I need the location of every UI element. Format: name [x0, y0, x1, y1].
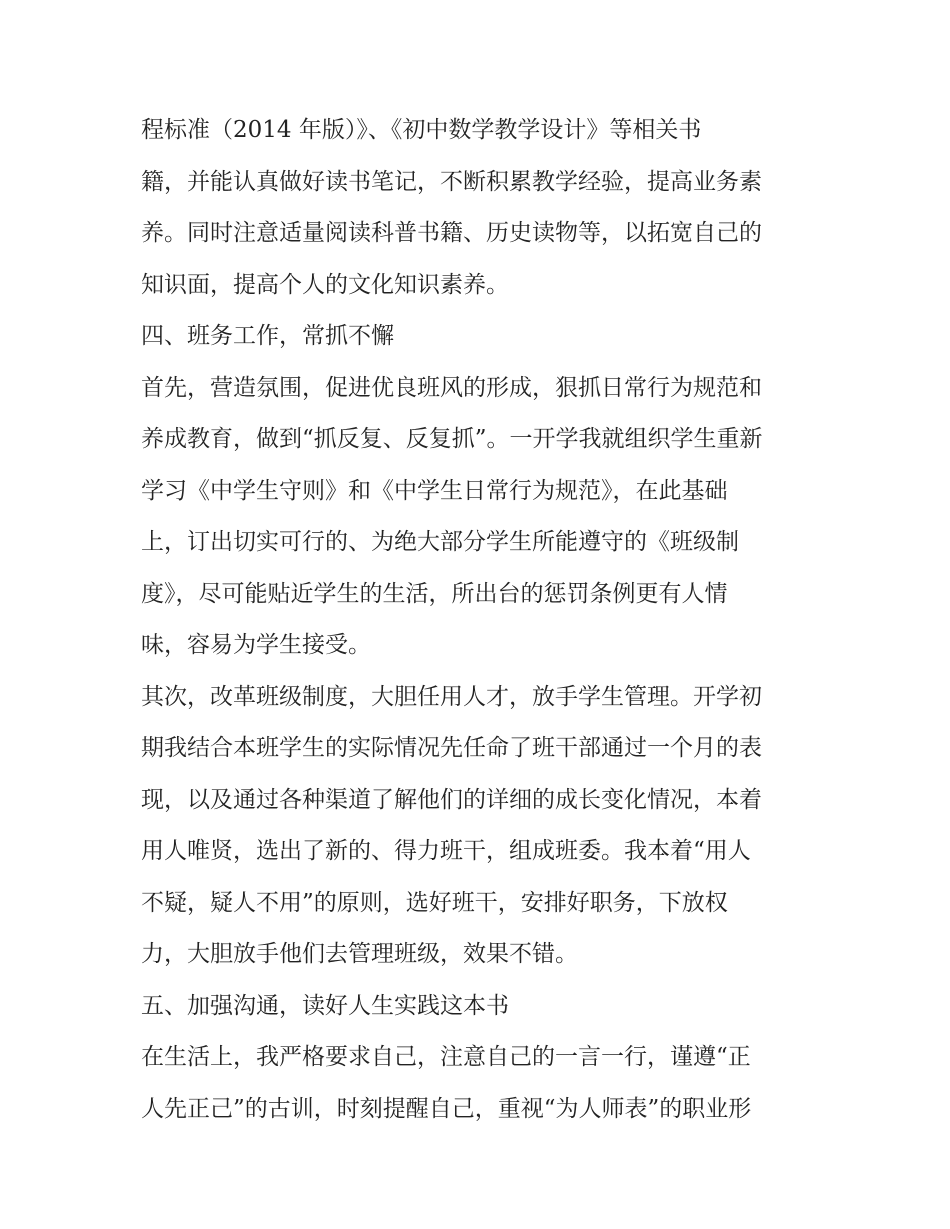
text-line: 在生活上，我严格要求自己，注意自己的一言一行，谨遵“正 — [141, 1044, 751, 1070]
text-line: 现，以及通过各种渠道了解他们的详细的成长变化情况，本着 — [141, 786, 762, 813]
text-line: 程标准（2014 年版）》、《初中数学教学设计》等相关书 — [141, 117, 702, 143]
text-line: 知识面，提高个人的文化知识素养。 — [141, 271, 509, 298]
section-heading: 四、班务工作，常抓不懈 — [141, 323, 394, 349]
text-line: 籍，并能认真做好读书笔记，不断积累教学经验，提高业务素 — [141, 168, 762, 195]
section-heading: 五、加强沟通，读好人生实践这本书 — [141, 992, 509, 1019]
text-line: 味，容易为学生接受。 — [141, 632, 371, 658]
text-line: 用人唯贤，选出了新的、得力班干，组成班委。我本着“用人 — [141, 838, 751, 864]
text-line: 养。同时注意适量阅读科普书籍、历史读物等，以拓宽自己的 — [141, 220, 762, 246]
text-line: 力，大胆放手他们去管理班级，效果不错。 — [141, 941, 578, 967]
text-line: 人先正己”的古训，时刻提醒自己，重视“为人师表”的职业形 — [141, 1095, 752, 1122]
text-line: 养成教育，做到“抓反复、反复抓”。一开学我就组织学生重新 — [141, 426, 763, 452]
text-line: 不疑，疑人不用”的原则，选好班干，安排好职务，下放权 — [141, 889, 728, 916]
document-body — [141, 105, 821, 1135]
text-line: 上，订出切实可行的、为绝大部分学生所能遵守的《班级制 — [141, 529, 739, 555]
text-line: 学习《中学生守则》和《中学生日常行为规范》，在此基础 — [141, 477, 728, 504]
text-line: 期我结合本班学生的实际情况先任命了班干部通过一个月的表 — [141, 735, 762, 761]
text-line: 度》，尽可能贴近学生的生活，所出台的惩罚条例更有人情 — [141, 580, 728, 607]
text-line: 其次，改革班级制度，大胆任用人才，放手学生管理。开学初 — [141, 683, 762, 710]
text-line: 首先，营造氛围，促进优良班风的形成，狠抓日常行为规范和 — [141, 374, 762, 401]
